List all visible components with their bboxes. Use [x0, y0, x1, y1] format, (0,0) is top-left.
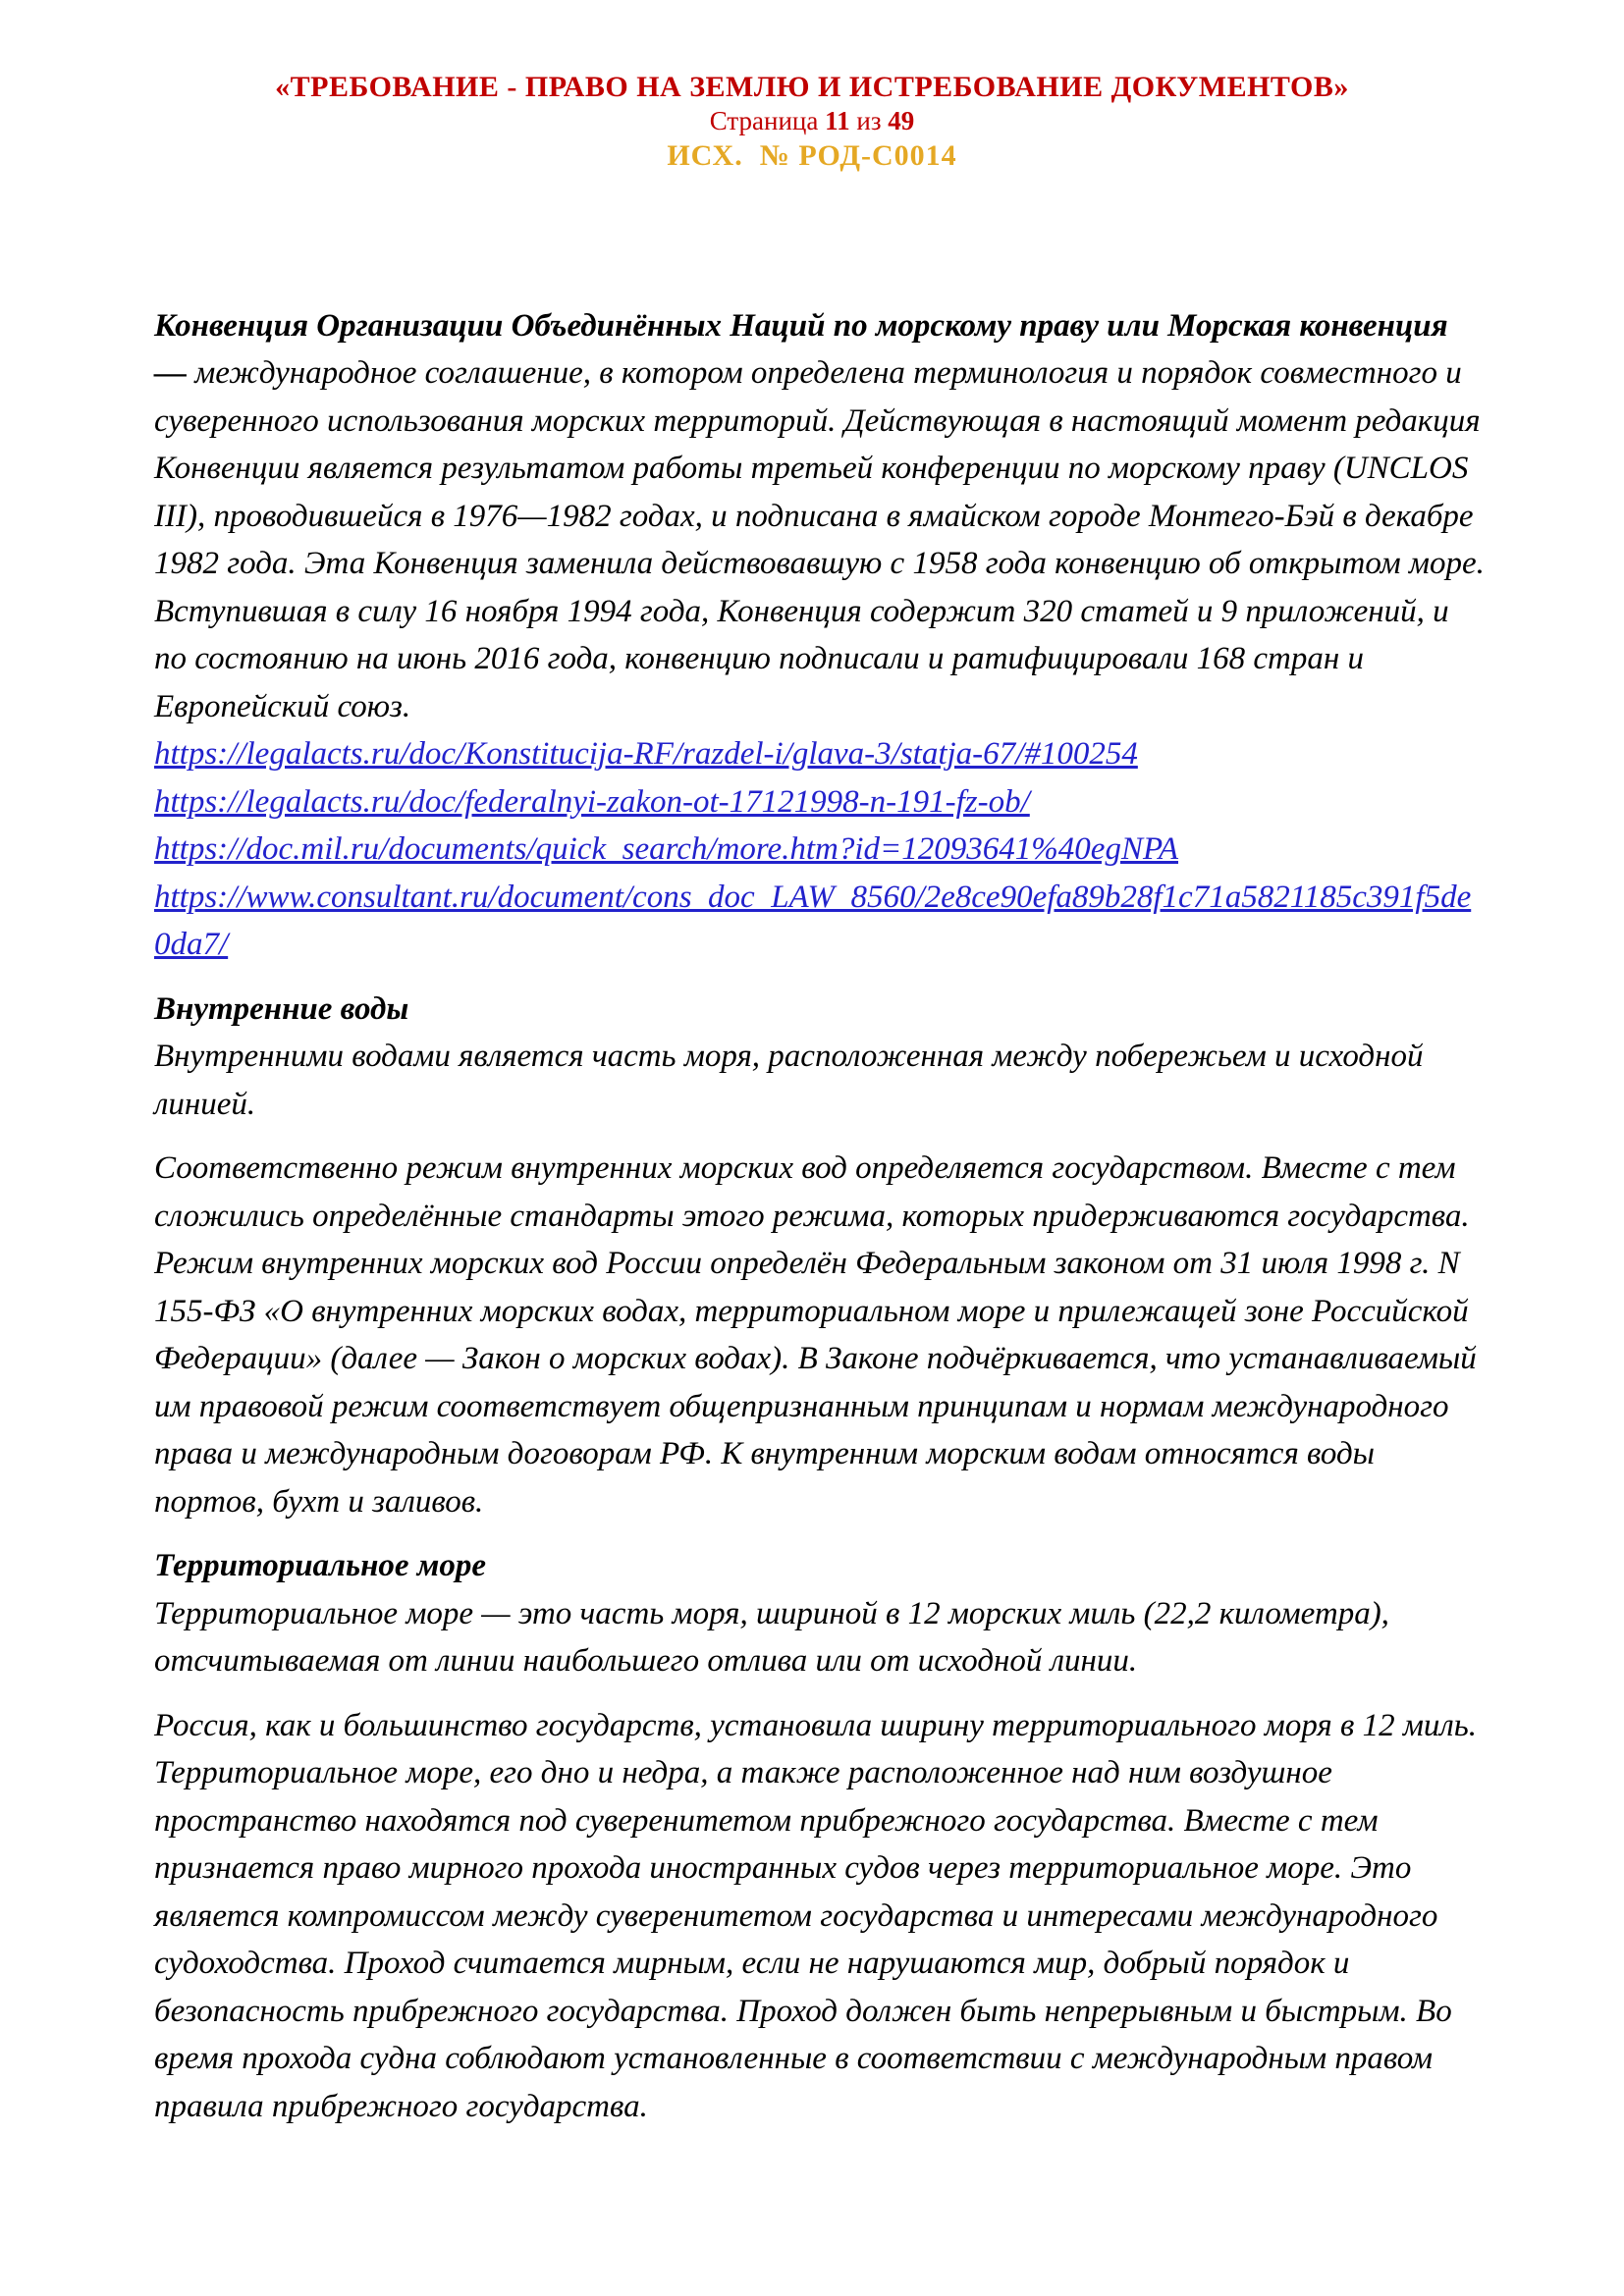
- paragraph-lead-bold: Конвенция Организации Объединённых Наций по морскому праву или Морская конвенция —: [154, 307, 1448, 392]
- paragraph-un-convention: [154, 302, 1487, 731]
- page-number-total: 49: [888, 106, 915, 135]
- reference-links: [154, 730, 1487, 969]
- paragraph-internal-waters-regime: Соответственно режим внутренних морских вод определяется государством. Вместе с тем сложились определённые стандарты этого режима, которых придерживаются государства. Режим внутренних морских вод России определён Федеральным законом от 31 июля 1998 г. N 155-ФЗ «О внутренних морских водах, территориальном море и прилежащей зоне Российской Федерации» (далее — Закон о морских водах). В Законе подчёркивается, что устанавливаемый им правовой режим соответствует общепризнанным принципам и нормам международного права и международным договорам РФ. К внутренним морским водам относятся воды портов, бухт и заливов.: [154, 1150, 1477, 1520]
- link-legalacts-konstitucija[interactable]: https://legalacts.ru/doc/Konstitucija-RF/razdel-i/glava-3/statja-67/#100254: [154, 736, 1138, 773]
- paragraph-lead-rest: международное соглашение, в котором определена терминология и порядок совместного и суверенного использования морских территорий. Действующая в настоящий момент редакция Конвенции является результатом работы третьей конференции по морскому праву (UNCLOS III), проводившейся в 1976—1982 годах, и подписана в ямайском городе Монтего-Бэй в декабре 1982 года. Эта Конвенция заменила действовавшую с 1958 года конвенцию об открытом море. Вступившая в силу 16 ноября 1994 года, Конвенция содержит 320 статей и 9 приложений, и по состоянию на июнь 2016 года, конвенцию подписали и ратифицировали 168 стран и Европейский союз.: [154, 355, 1485, 724]
- link-doc-mil-ru[interactable]: https://doc.mil.ru/documents/quick_search/more.htm?id=12093641%40egNPA: [154, 831, 1179, 868]
- link-legalacts-federalnyi-zakon[interactable]: https://legalacts.ru/doc/federalnyi-zakon-ot-17121998-n-191-fz-ob/: [154, 783, 1030, 820]
- document-body: [154, 302, 1487, 2131]
- page-word: Страница: [709, 106, 819, 135]
- page-number-current: 11: [825, 106, 850, 135]
- heading-internal-waters: Внутренние воды: [154, 990, 409, 1027]
- heading-territorial-sea: Территориальное море: [154, 1548, 487, 1584]
- paragraph-territorial-sea-definition: Территориальное море — это часть моря, шириной в 12 морских миль (22,2 километра), отсчитываемая от линии наибольшего отлива или от исходной линии.: [154, 1595, 1389, 1680]
- link-consultant-ru[interactable]: https://www.consultant.ru/document/cons_doc_LAW_8560/2e8ce90efa89b28f1c71a5821185c391f5de0da7/: [154, 879, 1472, 963]
- of-word: из: [856, 106, 882, 135]
- document-title: «ТРЕБОВАНИЕ - ПРАВО НА ЗЕМЛЮ И ИСТРЕБОВАНИЕ ДОКУМЕНТОВ»: [275, 71, 1349, 103]
- paragraph-internal-waters-definition: Внутренними водами является часть моря, расположенная между побережьем и исходной линией.: [154, 1039, 1424, 1122]
- page-indicator: [0, 107, 1624, 136]
- outgoing-ref-number: ИСХ. № РОД-С0014: [667, 138, 957, 172]
- paragraph-territorial-sea-russia: Россия, как и большинство государств, установила ширину территориального моря в 12 миль. Территориальное море, его дно и недра, а также расположенное над ним воздушное пространство находятся под суверенитетом прибрежного государства. Вместе с тем признается право мирного прохода иностранных судов через территориальное море. Это является компромиссом между суверенитетом государства и интересами международного судоходства. Проход считается мирным, если не нарушаются мир, добрый порядок и безопасность прибрежного государства. Проход должен быть непрерывным и быстрым. Во время прохода судна соблюдают установленные в соответствии с международным правом правила прибрежного государства.: [154, 1707, 1478, 2124]
- page-header: [0, 0, 1624, 172]
